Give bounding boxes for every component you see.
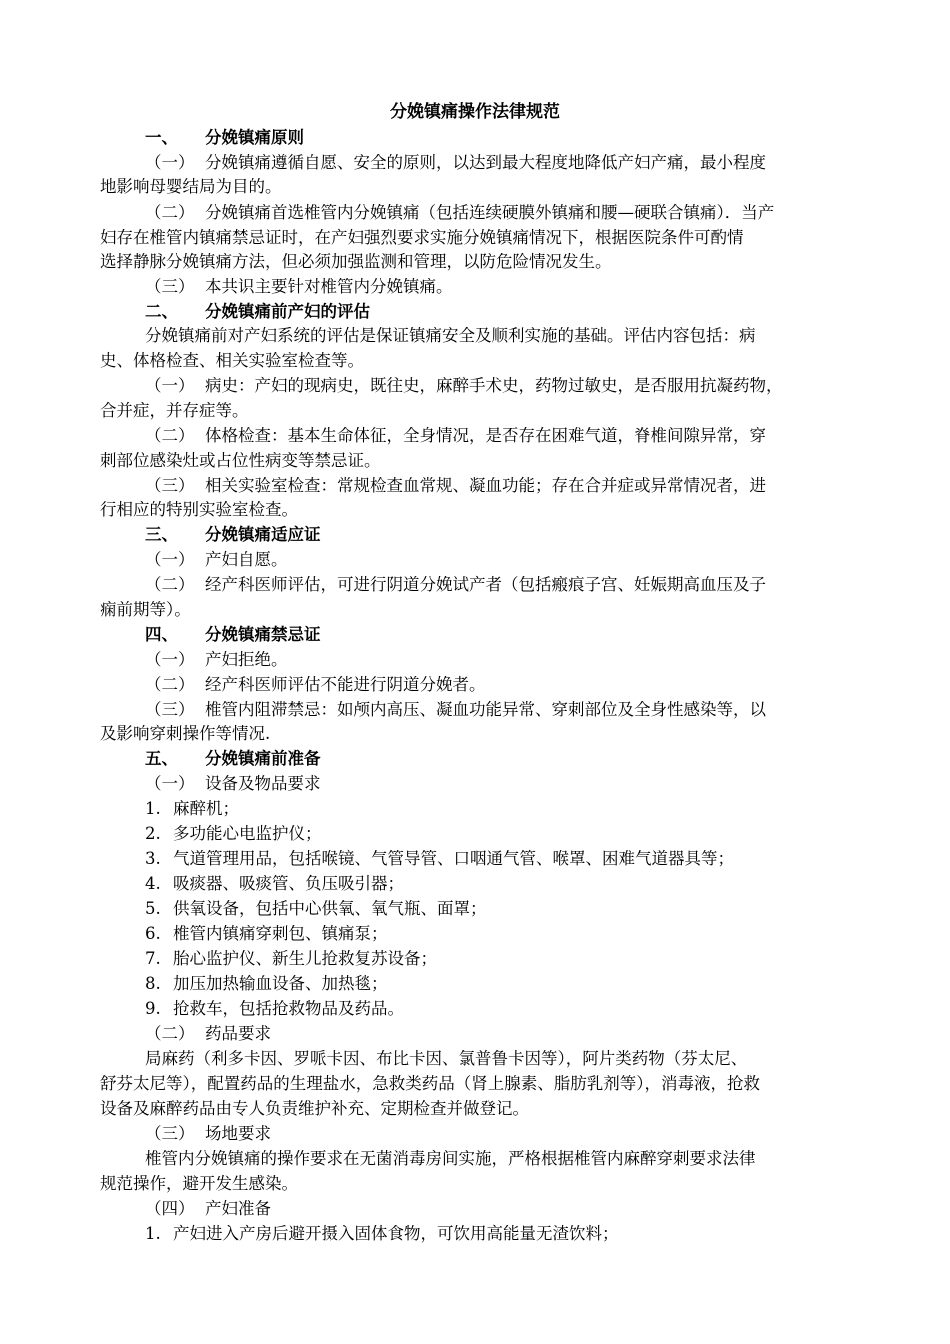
list-item — [145, 822, 322, 846]
list-item — [145, 947, 437, 971]
paragraph-line — [145, 474, 766, 498]
list-text: 椎管内镇痛穿刺包、镇痛泵； — [173, 924, 388, 943]
line-text: 产妇准备 — [205, 1199, 271, 1218]
item-number: （二） — [145, 1024, 195, 1043]
line-text: 经产科医师评估不能进行阴道分娩者。 — [205, 675, 486, 694]
paragraph-line: 设备及麻醉药品由专人负责维护补充、定期检查并做登记。 — [100, 1099, 529, 1118]
paragraph-line — [145, 648, 288, 672]
item-number: （二） — [145, 203, 195, 222]
subsection-heading — [145, 772, 321, 796]
section-title: 分娩镇痛原则 — [205, 128, 304, 147]
item-number: （一） — [145, 153, 195, 172]
paragraph-line: 选择静脉分娩镇痛方法，但必须加强监测和管理，以防危险情况发生。 — [100, 252, 612, 271]
list-text: 加压加热输血设备、加热毯； — [173, 974, 388, 993]
section-heading-4 — [145, 623, 321, 647]
paragraph-line: 分娩镇痛前对产妇系统的评估是保证镇痛安全及顺利实施的基础。评估内容包括：病 — [145, 326, 756, 345]
subsection-heading — [145, 1122, 271, 1146]
paragraph-line: 地影响母婴结局为目的。 — [100, 177, 282, 196]
line-text: 经产科医师评估，可进行阴道分娩试产者（包括瘢痕子宫、妊娠期高血压及子 — [205, 575, 766, 594]
item-number: （三） — [145, 1124, 195, 1143]
list-item — [145, 897, 487, 921]
paragraph-line: 舒芬太尼等），配置药品的生理盐水，急救类药品（肾上腺素、脂肪乳剂等），消毒液，抢救 — [100, 1074, 760, 1093]
line-text: 分娩镇痛首选椎管内分娩镇痛（包括连续硬膜外镇痛和腰—硬联合镇痛）．当产 — [205, 203, 775, 222]
list-item — [145, 797, 239, 821]
item-number: （二） — [145, 575, 195, 594]
section-number: 一、 — [145, 128, 178, 147]
line-text: 产妇自愿。 — [205, 550, 288, 569]
paragraph-line — [145, 673, 486, 697]
list-text: 抢救车，包括抢救物品及药品。 — [173, 999, 404, 1018]
paragraph-line: 刺部位感染灶或占位性病变等禁忌证。 — [100, 451, 381, 470]
paragraph-line — [145, 151, 766, 175]
list-text: 麻醉机； — [173, 799, 239, 818]
section-number: 二、 — [145, 302, 178, 321]
list-text: 气道管理用品，包括喉镜、气管导管、口咽通气管、喉罩、困难气道器具等； — [173, 849, 734, 868]
paragraph-line — [145, 201, 774, 225]
subsection-heading — [145, 1022, 271, 1046]
line-text: 药品要求 — [205, 1024, 271, 1043]
item-number: （一） — [145, 650, 195, 669]
section-heading-1 — [145, 126, 304, 150]
list-number: 2. — [145, 824, 161, 843]
line-text: 分娩镇痛遵循自愿、安全的原则，以达到最大程度地降低产妇产痛，最小程度 — [205, 153, 766, 172]
paragraph-line — [145, 573, 766, 597]
subsection-heading — [145, 1197, 271, 1221]
paragraph-line — [145, 374, 783, 398]
line-text: 病史：产妇的现病史，既往史，麻醉手术史，药物过敏史，是否服用抗凝药物， — [205, 376, 783, 395]
section-heading-3 — [145, 523, 321, 547]
line-text: 椎管内阻滞禁忌：如颅内高压、凝血功能异常、穿刺部位及全身性感染等，以 — [205, 700, 766, 719]
item-number: （二） — [145, 675, 195, 694]
list-number: 8. — [145, 974, 161, 993]
list-number: 4. — [145, 874, 161, 893]
paragraph-line — [145, 698, 766, 722]
document-title: 分娩镇痛操作法律规范 — [390, 102, 560, 122]
item-number: （一） — [145, 774, 195, 793]
section-heading-2 — [145, 300, 370, 324]
paragraph-line: 椎管内分娩镇痛的操作要求在无菌消毒房间实施，严格根据椎管内麻醉穿刺要求法律 — [145, 1149, 756, 1168]
line-text: 产妇拒绝。 — [205, 650, 288, 669]
list-item — [145, 997, 404, 1021]
list-item — [145, 847, 734, 871]
paragraph-line: 局麻药（利多卡因、罗哌卡因、布比卡因、氯普鲁卡因等），阿片类药物（芬太尼、 — [145, 1049, 748, 1068]
paragraph-line: 及影响穿刺操作等情况. — [100, 724, 271, 743]
list-text: 供氧设备，包括中心供氧、氧气瓶、面罩； — [173, 899, 487, 918]
line-text: 体格检查：基本生命体征，全身情况，是否存在困难气道，脊椎间隙异常，穿 — [205, 426, 766, 445]
paragraph-line — [145, 275, 453, 299]
section-title: 分娩镇痛前产妇的评估 — [205, 302, 370, 321]
paragraph-line: 行相应的特别实验室检查。 — [100, 500, 298, 519]
list-text: 胎心监护仪、新生儿抢救复苏设备； — [173, 949, 437, 968]
list-item — [145, 1222, 619, 1246]
list-item — [145, 872, 404, 896]
list-number: 3. — [145, 849, 161, 868]
section-number: 五、 — [145, 749, 178, 768]
list-text: 吸痰器、吸痰管、负压吸引器； — [173, 874, 404, 893]
line-text: 设备及物品要求 — [205, 774, 321, 793]
item-number: （三） — [145, 700, 195, 719]
list-item — [145, 922, 388, 946]
list-number: 1. — [145, 799, 161, 818]
item-number: （三） — [145, 277, 195, 296]
list-text: 产妇进入产房后避开摄入固体食物，可饮用高能量无渣饮料； — [173, 1224, 619, 1243]
paragraph-line — [145, 424, 766, 448]
line-text: 相关实验室检查：常规检查血常规、凝血功能；存在合并症或异常情况者，进 — [205, 476, 766, 495]
item-number: （四） — [145, 1199, 195, 1218]
list-number: 9. — [145, 999, 161, 1018]
section-heading-5 — [145, 747, 321, 771]
paragraph-line: 规范操作，避开发生感染。 — [100, 1174, 298, 1193]
line-text: 本共识主要针对椎管内分娩镇痛。 — [205, 277, 453, 296]
section-number: 四、 — [145, 625, 178, 644]
list-number: 6. — [145, 924, 161, 943]
paragraph-line: 妇存在椎管内镇痛禁忌证时，在产妇强烈要求实施分娩镇痛情况下，根据医院条件可酌情 — [100, 228, 744, 247]
item-number: （一） — [145, 550, 195, 569]
item-number: （一） — [145, 376, 195, 395]
paragraph-line — [145, 548, 288, 572]
section-title: 分娩镇痛禁忌证 — [205, 625, 321, 644]
item-number: （三） — [145, 476, 195, 495]
list-number: 5. — [145, 899, 161, 918]
paragraph-line: 史、体格检查、相关实验室检查等。 — [100, 351, 364, 370]
paragraph-line: 痫前期等）。 — [100, 600, 191, 619]
list-number: 1. — [145, 1224, 161, 1243]
line-text: 场地要求 — [205, 1124, 271, 1143]
paragraph-line: 合并症，并存症等。 — [100, 401, 249, 420]
list-text: 多功能心电监护仪； — [173, 824, 322, 843]
item-number: （二） — [145, 426, 195, 445]
section-number: 三、 — [145, 525, 178, 544]
section-title: 分娩镇痛适应证 — [205, 525, 321, 544]
section-title: 分娩镇痛前准备 — [205, 749, 321, 768]
list-number: 7. — [145, 949, 161, 968]
list-item — [145, 972, 388, 996]
